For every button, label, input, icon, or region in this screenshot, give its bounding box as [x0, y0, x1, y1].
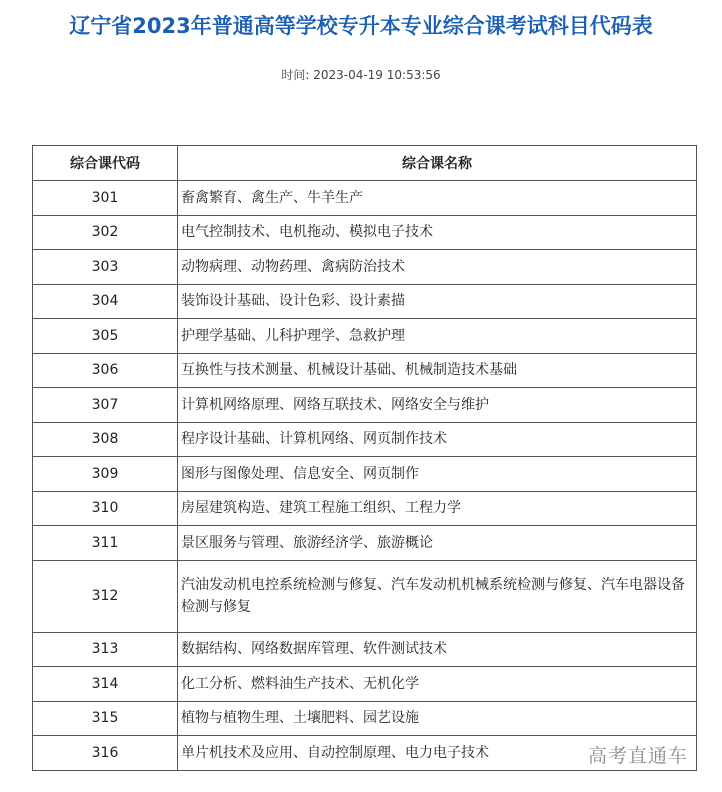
table-row	[33, 181, 697, 216]
table-row	[33, 388, 697, 423]
table-row	[33, 284, 697, 319]
header-code: 综合课代码	[33, 146, 178, 181]
table-row	[33, 667, 697, 702]
name-cell: 汽油发动机电控系统检测与修复、汽车发动机机械系统检测与修复、汽车电器设备检测与修复	[178, 560, 697, 632]
page-title: 辽宁省2023年普通高等学校专升本专业综合课考试科目代码表	[69, 14, 653, 38]
name-cell: 植物与植物生理、土壤肥料、园艺设施	[178, 701, 697, 736]
name-cell: 畜禽繁育、禽生产、牛羊生产	[178, 181, 697, 216]
table-row	[33, 422, 697, 457]
code-cell: 301	[33, 181, 178, 216]
code-cell: 304	[33, 284, 178, 319]
code-cell: 314	[33, 667, 178, 702]
time-label: 时间:	[281, 68, 310, 82]
name-cell: 图形与图像处理、信息安全、网页制作	[178, 457, 697, 492]
name-cell: 动物病理、动物药理、禽病防治技术	[178, 250, 697, 285]
table-header-row	[33, 146, 697, 181]
table-row	[33, 701, 697, 736]
name-cell: 数据结构、网络数据库管理、软件测试技术	[178, 632, 697, 667]
table-row	[33, 491, 697, 526]
name-cell: 电气控制技术、电机拖动、模拟电子技术	[178, 215, 697, 250]
name-cell: 计算机网络原理、网络互联技术、网络安全与维护	[178, 388, 697, 423]
code-cell: 310	[33, 491, 178, 526]
table-row	[33, 560, 697, 632]
name-cell: 房屋建筑构造、建筑工程施工组织、工程力学	[178, 491, 697, 526]
code-cell: 309	[33, 457, 178, 492]
name-cell: 单片机技术及应用、自动控制原理、电力电子技术	[178, 736, 697, 771]
table-row	[33, 319, 697, 354]
code-cell: 312	[33, 560, 178, 632]
name-cell: 景区服务与管理、旅游经济学、旅游概论	[178, 526, 697, 561]
header-name: 综合课名称	[178, 146, 697, 181]
table-row	[33, 250, 697, 285]
table-row	[33, 457, 697, 492]
publish-time	[0, 66, 722, 83]
code-cell: 311	[33, 526, 178, 561]
name-cell: 程序设计基础、计算机网络、网页制作技术	[178, 422, 697, 457]
code-cell: 307	[33, 388, 178, 423]
code-cell: 316	[33, 736, 178, 771]
name-cell: 化工分析、燃料油生产技术、无机化学	[178, 667, 697, 702]
subject-code-table	[32, 145, 697, 771]
name-cell: 装饰设计基础、设计色彩、设计素描	[178, 284, 697, 319]
code-cell: 313	[33, 632, 178, 667]
code-cell: 308	[33, 422, 178, 457]
table-row	[33, 215, 697, 250]
name-cell: 护理学基础、儿科护理学、急救护理	[178, 319, 697, 354]
table-row	[33, 632, 697, 667]
code-cell: 302	[33, 215, 178, 250]
watermark-logo: 高考直通车	[588, 745, 689, 767]
code-cell: 315	[33, 701, 178, 736]
code-cell: 305	[33, 319, 178, 354]
table-row	[33, 353, 697, 388]
name-cell: 互换性与技术测量、机械设计基础、机械制造技术基础	[178, 353, 697, 388]
time-value: 2023-04-19 10:53:56	[313, 68, 441, 82]
table-row	[33, 526, 697, 561]
code-cell: 306	[33, 353, 178, 388]
code-cell: 303	[33, 250, 178, 285]
